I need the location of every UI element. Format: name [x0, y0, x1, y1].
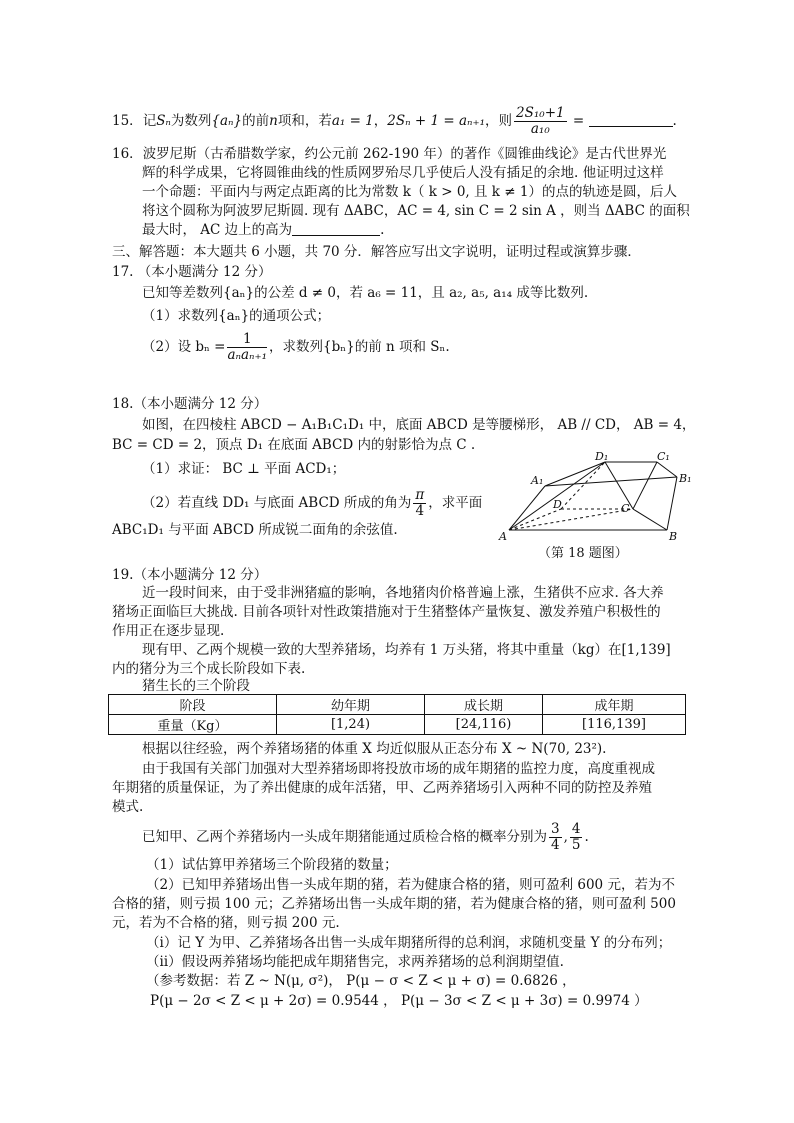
question-19-sub-2a: （2）已知甲养猪场出售一头成年期的猪，若为健康合格的猪，则可盈利 600 元，若为不 [146, 877, 675, 893]
label-C1: C₁ [657, 450, 670, 463]
label-C: C [621, 502, 630, 515]
question-16-line-3: 一个命题：平面内与两定点距离的比为常数 k（ k > 0, 且 k ≠ 1）的点的轨迹是圆，后人 [142, 184, 677, 200]
question-18-part-2: （2）若直线 DD₁ 与底面 ABCD 所成的角为 $\frac{\pi}{4}$ ，求平面 [142, 487, 483, 519]
question-19-line-2: 猪场正面临巨大挑战. 目前各项针对性政策措施对于生猪整体产量恢复、激发养殖户积极性的 [112, 604, 661, 620]
question-17-part-2: （2）设 bₙ = $\frac{1}{\text{aₙaₙ₊₁}}$ ，求数列{bₙ}的前 n 项和 Sₙ. [142, 331, 450, 363]
answer-blank[interactable] [589, 112, 673, 127]
reference-data-2: P(μ − 2σ < Z < μ + 2σ) = 0.9544 ， P(μ − 3σ < Z < μ + 3σ) = 0.9974 ） [150, 993, 648, 1009]
table-cell: 重量（Kg） [109, 715, 277, 735]
table-row [109, 715, 686, 735]
table-cell: [116,139] [543, 715, 686, 735]
table-cell: [24,116) [425, 715, 543, 735]
label-D1: D₁ [595, 450, 609, 463]
table-cell: 阶段 [109, 695, 277, 715]
question-19-line-3: 作用正在逐步显现. [112, 623, 225, 639]
table-header-row [109, 695, 686, 715]
question-16-line-5: 最大时， AC 边上的高为 . [142, 222, 385, 238]
fraction: $\frac{1}{\text{aₙaₙ₊₁}}$ [227, 331, 268, 363]
question-19-sub-2c: 元，若为不合格的猪，则亏损 200 元. [112, 915, 340, 931]
question-18-part-2-cont: ABC₁D₁ 与平面 ABCD 所成锐二面角的余弦值. [112, 522, 398, 538]
question-number: 16． [112, 146, 143, 162]
fraction: $\frac{4}{5}$ [571, 821, 581, 853]
label-A: A [499, 530, 507, 542]
question-19-line-7: 由于我国有关部门加强对大型养猪场即将投放市场的成年期猪的监控力度，高度重视成 [142, 761, 655, 777]
label-D: D [553, 498, 562, 511]
question-18-line-1: 如图，在四棱柱 ABCD − A₁B₁C₁D₁ 中，底面 ABCD 是等腰梯形， AB // CD， AB = 4， [142, 417, 696, 433]
question-19-line-6: 根据以往经验，两个养猪场猪的体重 X 均近似服从正态分布 X ~ N(70, 23²). [142, 741, 607, 757]
label-A1: A₁ [531, 474, 544, 487]
question-19-line-10: 已知甲、乙两个养猪场内一头成年期猪能通过质检合格的概率分别为 $\frac{3}{4}$ , $\frac{4}{5}$ . [142, 821, 589, 853]
question-18-head: 18.（本小题满分 12 分） [112, 396, 268, 412]
question-18-line-2: BC = CD = 2，顶点 D₁ 在底面 ABCD 内的射影恰为点 C . [112, 437, 476, 453]
question-17-part-1: （1）求数列{aₙ}的通项公式； [142, 308, 331, 324]
table-cell: [1,24) [277, 715, 425, 735]
question-17-head: 17. （本小题满分 12 分） [112, 264, 272, 280]
question-number: 15． [112, 113, 143, 129]
table-cell: 幼年期 [277, 695, 425, 715]
question-17-stem: 已知等差数列{aₙ}的公差 d ≠ 0，若 a₆ = 11，且 a₂, a₅, a₁₄ 成等比数列. [142, 285, 589, 301]
question-19-sub-2b: 合格的猪，则亏损 100 元；乙养猪场出售一头成年期的猪，若为健康合格的猪，则可盈利 500 [112, 896, 676, 912]
fraction: $\frac{\pi}{4}$ [415, 487, 425, 519]
question-19-head: 19.（本小题满分 12 分） [112, 567, 268, 583]
growth-stage-table [108, 694, 686, 735]
question-16-line-1: 16．波罗尼斯（古希腊数学家，约公元前 262-190 年）的著作《圆锥曲线论》是古代世界光 [112, 146, 667, 162]
label-B: B [669, 530, 678, 542]
question-19-line-4: 现有甲、乙两个规模一致的大型养猪场，均养有 1 万头猪，将其中重量（kg）在[1,139] [142, 642, 671, 658]
question-15: 15．记Sₙ为数列{aₙ}的前n项和，若a₁ = 1，2Sₙ + 1 = aₙ₊₁，则 $\frac{\text{2S₁₀+1}}{\text{a₁₀}}$ = . [112, 105, 677, 137]
figure-caption: （第 18 题图） [538, 546, 628, 561]
question-16-line-4: 将这个圆称为阿波罗尼斯圆. 现有 ΔABC，AC = 4, sin C = 2 sin A ，则当 ΔABC 的面积 [142, 203, 690, 219]
question-19-sub-ii: （ⅱ）假设两养猪场均能把成年期猪售完，求两养猪场的总利润期望值. [146, 954, 564, 970]
question-19-line-1: 近一段时间来，由于受非洲猪瘟的影响，各地猪肉价格普遍上涨，生猪供不应求. 各大养 [142, 585, 664, 601]
label-B1: B₁ [679, 472, 692, 485]
section-heading: 三、解答题：本大题共 6 小题，共 70 分．解答应写出文字说明，证明过程或演算步骤． [112, 244, 641, 260]
question-19-line-9: 模式. [112, 799, 144, 815]
question-18-part-1: （1）求证： BC ⊥ 平面 ACD₁； [142, 461, 346, 477]
question-19-line-5: 内的猪分为三个成长阶段如下表. [112, 661, 306, 677]
reference-data-1: （参考数据：若 Z ~ N(μ, σ²)， P(μ − σ < Z < μ + σ) = 0.6826 ， [146, 973, 576, 989]
table-cell: 成长期 [425, 695, 543, 715]
question-19-sub-1: （1）试估算甲养猪场三个阶段猪的数量； [146, 857, 398, 873]
answer-blank[interactable] [292, 221, 380, 236]
question-16-line-2: 辉的科学成果，它将圆锥曲线的性质网罗殆尽几乎使后人没有插足的余地. 他证明过这样 [142, 165, 664, 181]
table-cell: 成年期 [543, 695, 686, 715]
question-19-sub-i: （ⅰ）记 Y 为甲、乙养猪场各出售一头成年期猪所得的总利润，求随机变量 Y 的分布列； [146, 935, 672, 951]
prism-figure [495, 448, 695, 542]
fraction: $\frac{3}{4}$ [551, 821, 560, 853]
question-19-line-8: 年期猪的质量保证，为了养出健康的成年活猪，甲、乙两养猪场引入两种不同的防控及养殖 [112, 780, 652, 796]
fraction: $\frac{\text{2S₁₀+1}}{\text{a₁₀}}$ [516, 105, 565, 137]
table-title: 猪生长的三个阶段 [142, 678, 250, 694]
